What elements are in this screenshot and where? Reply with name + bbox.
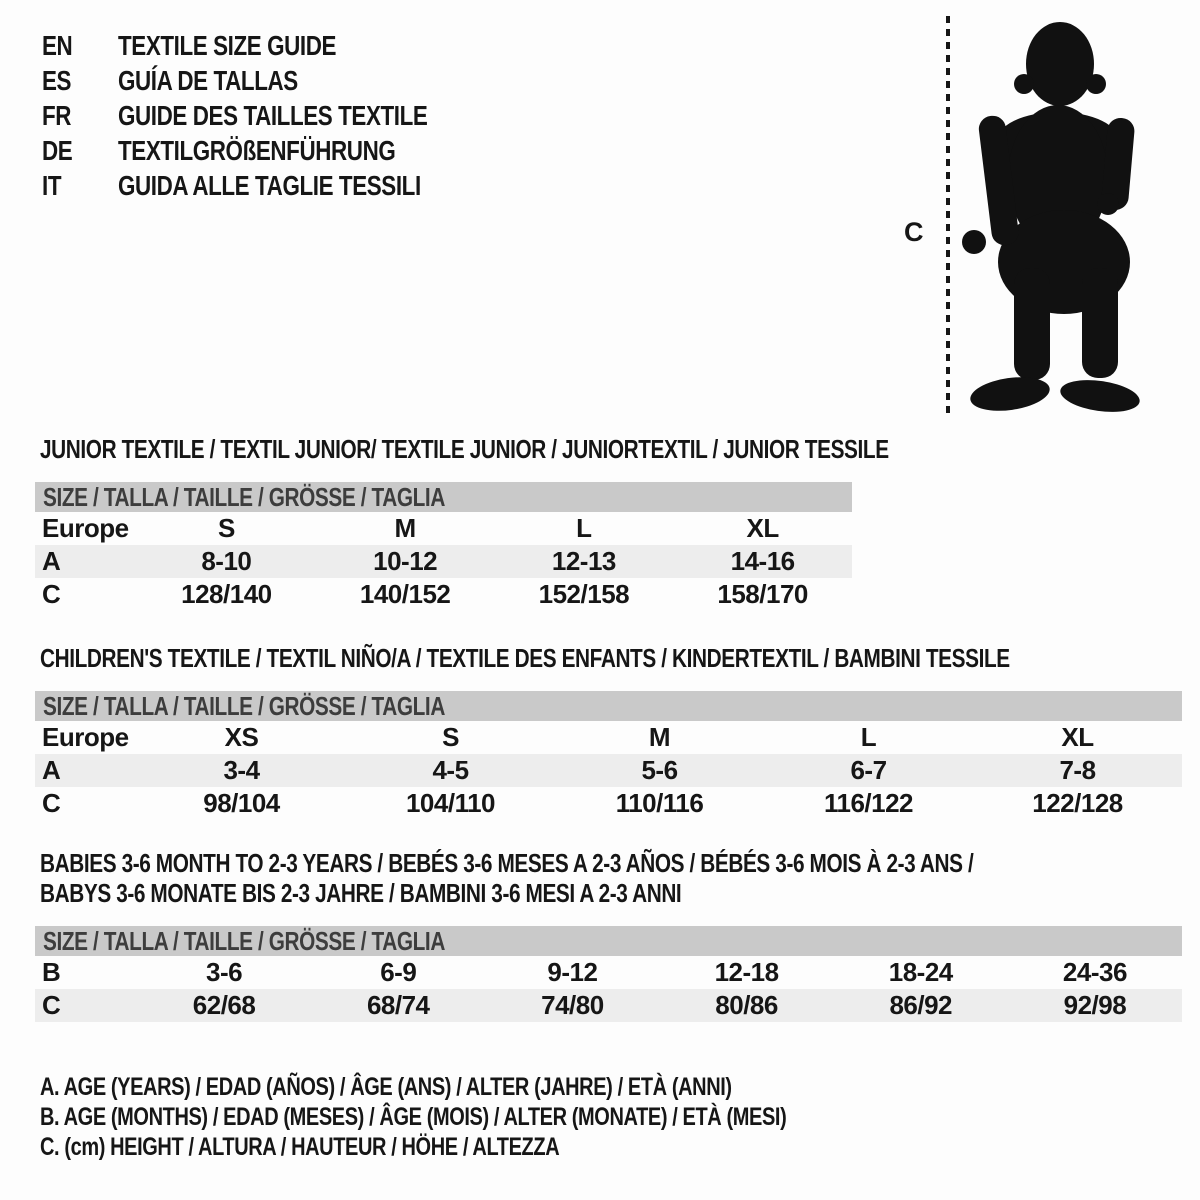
region-header-cell: Europe [42,722,129,752]
height-measure-dotted-line [946,16,950,416]
value-cell: 140/152 [359,579,451,609]
value-cell: 8-10 [137,545,316,578]
value-cell: 18-24 [888,957,953,987]
language-code-text: ES [42,65,72,96]
row-label: A [35,545,137,578]
value-cell: 3-6 [206,957,243,987]
language-label [118,133,505,168]
section-title [40,643,1182,673]
value-cell: 92/98 [1008,989,1182,1022]
size-column-header: M [394,513,416,543]
size-header-bar [35,691,1182,721]
size-header-text: SIZE / TALLA / TAILLE / GRÖSSE / TAGLIA [43,691,445,721]
value-cell: 24-36 [1062,957,1127,987]
language-code [42,98,118,133]
size-column-header: XL [1061,722,1094,752]
size-column-header: XL [746,513,779,543]
language-code-text: IT [42,170,62,201]
value-cell: 62/68 [137,989,311,1022]
language-code-text: EN [42,30,73,61]
value-cell: 74/80 [485,989,659,1022]
size-header-bar [35,482,852,512]
size-column-header: M [648,722,671,752]
section-title-text: JUNIOR TEXTILE / TEXTIL JUNIOR/ TEXTILE JUNIOR / JUNIORTEXTIL / JUNIOR TESSILE [40,434,889,464]
language-list [42,28,505,203]
size-table-section [35,643,1182,820]
row-label: B [42,957,61,987]
legend-text: A. AGE (YEARS) / EDAD (AÑOS) / ÂGE (ANS) / ALTER (JAHRE) / ETÀ (ANNI) [40,1073,732,1101]
value-cell: 86/92 [834,989,1008,1022]
value-cell: 128/140 [181,579,272,609]
row-label: C [42,788,61,818]
language-code [42,63,118,98]
size-column-header: S [442,722,459,752]
size-header-text: SIZE / TALLA / TAILLE / GRÖSSE / TAGLIA [43,926,445,956]
language-label [118,28,505,63]
section-title-line2 [40,878,1182,908]
value-cell: 68/74 [311,989,485,1022]
language-label [118,168,505,203]
size-column-header: S [217,513,235,543]
language-code [42,28,118,63]
size-header-text: SIZE / TALLA / TAILLE / GRÖSSE / TAGLIA [43,482,445,512]
legend-line-b [40,1102,973,1132]
value-cell: 98/104 [203,788,280,818]
value-cell: 14-16 [673,545,852,578]
value-cell: 116/122 [823,788,914,818]
legend-text: B. AGE (MONTHS) / EDAD (MESES) / ÂGE (MOIS) / ALTER (MONATE) / ETÀ (MESI) [40,1103,787,1131]
value-cell: 122/128 [1032,788,1123,818]
value-cell: 6-7 [764,754,973,787]
value-cell: 80/86 [660,989,834,1022]
value-cell: 152/158 [538,579,630,609]
size-table-section [35,848,1182,1022]
region-header-cell: Europe [42,513,129,543]
value-cell: 4-5 [346,754,555,787]
language-label [118,63,505,98]
row-label: C [35,989,137,1022]
language-label-text: GUIDA ALLE TAGLIE TESSILI [118,170,421,201]
size-header-bar [35,926,1182,956]
language-label [118,98,505,133]
legend-line-a [40,1072,973,1102]
section-title-text: BABYS 3-6 MONATE BIS 2-3 JAHRE / BAMBINI 3-6 MESI A 2-3 ANNI [40,878,682,908]
row-label: A [35,754,137,787]
section-title [40,848,1182,878]
section-title-text: BABIES 3-6 MONTH TO 2-3 YEARS / BEBÉS 3-6 MESES A 2-3 AÑOS / BÉBÉS 3-6 MOIS À 2-3 ANS / [40,848,974,878]
size-column-header: L [576,513,592,543]
language-code [42,168,118,203]
value-cell: 5-6 [555,754,764,787]
size-table-grid [35,956,1182,1022]
legend-line-c [40,1132,973,1162]
language-label-text: GUÍA DE TALLAS [118,65,298,96]
language-code-text: DE [42,135,73,166]
language-code [42,133,118,168]
section-title [40,434,889,464]
language-label-text: GUIDE DES TAILLES TEXTILE [118,100,428,131]
value-cell: 9-12 [547,957,598,987]
value-cell: 158/170 [717,579,808,609]
height-measure-label: C [904,217,924,247]
row-label: C [42,579,61,609]
size-table-grid [35,721,1182,820]
value-cell: 12-13 [495,545,674,578]
size-column-header: XS [224,722,259,752]
language-label-text: TEXTILGRÖßENFÜHRUNG [118,135,396,166]
section-title-text: CHILDREN'S TEXTILE / TEXTIL NIÑO/A / TEXTILE DES ENFANTS / KINDERTEXTIL / BAMBINI TESSILE [40,643,1010,673]
toddler-silhouette-icon [962,12,1142,422]
value-cell: 104/110 [405,788,496,818]
value-cell: 6-9 [380,957,417,987]
value-cell: 110/116 [615,788,704,818]
size-table-section [35,434,889,611]
legend [40,1072,973,1162]
size-column-header: L [860,722,877,752]
language-code-text: FR [42,100,72,131]
language-label-text: TEXTILE SIZE GUIDE [118,30,337,61]
value-cell: 10-12 [316,545,495,578]
value-cell: 7-8 [973,754,1182,787]
value-cell: 3-4 [137,754,346,787]
legend-text: C. (cm) HEIGHT / ALTURA / HAUTEUR / HÖHE / ALTEZZA [40,1133,560,1161]
value-cell: 12-18 [714,957,779,987]
size-table-grid [35,512,852,611]
